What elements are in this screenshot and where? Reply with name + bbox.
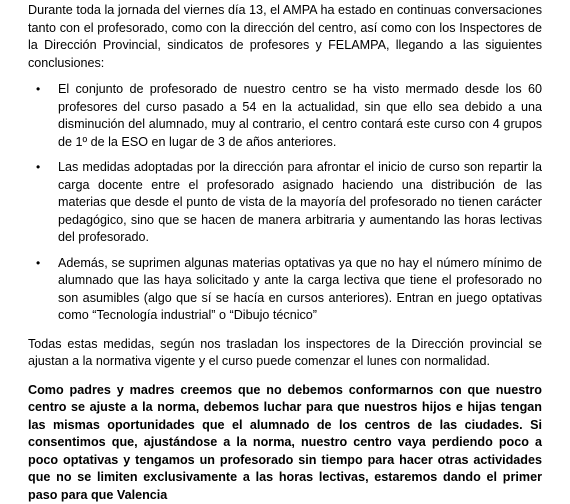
- list-item-text: Además, se suprimen algunas materias optativas ya que no hay el número mínimo de alumnado que las haya solicitado y ante la carga lectiva que tiene el profesorado no son asumibles (algo que sí se hacía en cursos anteriores). Entran en juego optativas como “Tecnología industrial” o “Dibujo técnico”: [58, 256, 542, 323]
- intro-paragraph: Durante toda la jornada del viernes día 13, el AMPA ha estado en continuas conversaciones tanto con el profesorado, como con la dirección del centro, así como con los Inspectores de la Dirección Provincial, sindicatos de profesores y FELAMPA, llegando a las siguientes conclusiones:: [28, 0, 542, 72]
- bullet-icon: •: [36, 159, 40, 177]
- list-item: [58, 255, 542, 325]
- list-item-text: Las medidas adoptadas por la dirección para afrontar el inicio de curso son repartir la carga docente entre el profesorado asignado haciendo una distribución de las materias que desde el punto de vista de la mayoría del profesorado no tienen carácter pedagógico, sino que se hacen de manera arbitraria y aumentando las horas lectivas del profesorado.: [58, 160, 542, 244]
- conclusions-list: [28, 81, 542, 325]
- closing-paragraph: Como padres y madres creemos que no debemos conformarnos con que nuestro centro se ajuste a la norma, debemos luchar para que nuestros hijos e hijas tengan las mismas oportunidades que el alumnado de los centros de las ciudades. Si consentimos que, ajustándose a la norma, nuestro centro vaya perdiendo poco a poco optativas y tengamos un profesorado sin tiempo para hacer otras actividades que no se limiten exclusivamente a las horas lectivas, estaremos dando el primer paso para que Valencia: [28, 382, 542, 504]
- list-item: [58, 81, 542, 151]
- bullet-icon: •: [36, 81, 40, 99]
- bullet-icon: •: [36, 255, 40, 273]
- list-item-text: El conjunto de profesorado de nuestro centro se ha visto mermado desde los 60 profesores del curso pasado a 54 en la actualidad, sin que ello sea debido a una disminución del alumnado, muy al contrario, el centro contará este curso con 4 grupos de 1º de la ESO en lugar de 3 de años anteriores.: [58, 82, 542, 149]
- summary-paragraph: Todas estas medidas, según nos trasladan los inspectores de la Dirección provincial se ajustan a la normativa vigente y el curso puede comenzar el lunes con normalidad.: [28, 336, 542, 371]
- list-item: [58, 159, 542, 247]
